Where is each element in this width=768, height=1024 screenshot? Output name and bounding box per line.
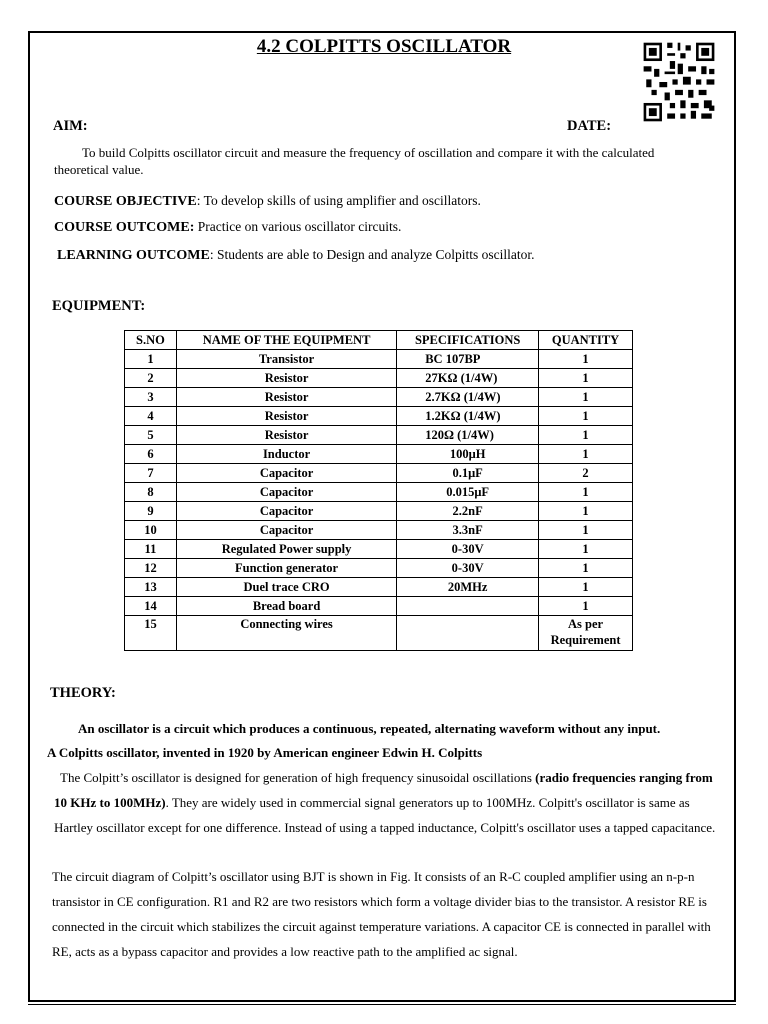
table-row — [125, 521, 633, 540]
cell-name: Capacitor — [176, 464, 396, 483]
cell-name: Bread board — [176, 597, 396, 616]
cell-sno: 6 — [125, 445, 177, 464]
equipment-table — [124, 330, 633, 651]
cell-quantity: 1 — [539, 597, 633, 616]
cell-sno: 13 — [125, 578, 177, 597]
learning-outcome-label: LEARNING OUTCOME — [57, 248, 210, 263]
theory-p3-text-b: . They are widely used in commercial signal generators up to 100MHz. Colpitt's oscillator is same as Hartley oscillator except for one difference. Instead of using a tapped inductance, Colpitt's oscillator uses a tapped capacitance. — [54, 795, 716, 835]
table-header-row — [125, 331, 633, 350]
theory-p3-bold-b: from 10 KHz to 100MHz) — [54, 770, 713, 810]
cell-sno: 9 — [125, 502, 177, 521]
cell-quantity: 1 — [539, 407, 633, 426]
cell-sno: 4 — [125, 407, 177, 426]
cell-sno: 14 — [125, 597, 177, 616]
table-row — [125, 502, 633, 521]
cell-name: Inductor — [176, 445, 396, 464]
theory-p3-text-a: The Colpitt’s oscillator is designed for generation of high frequency sinusoidal oscillations — [60, 770, 536, 785]
header-sno: S.NO — [125, 331, 177, 350]
cell-spec: 2.2nF — [397, 502, 539, 521]
cell-spec: 0.015μF — [397, 483, 539, 502]
theory-paragraph-2: A Colpitts oscillator, invented in 1920 by American engineer Edwin H. Colpitts — [47, 745, 483, 760]
cell-sno: 8 — [125, 483, 177, 502]
cell-quantity: 2 — [539, 464, 633, 483]
cell-quantity: 1 — [539, 369, 633, 388]
cell-sno: 15 — [125, 616, 177, 651]
cell-sno: 11 — [125, 540, 177, 559]
cell-spec: 0-30V — [397, 559, 539, 578]
cell-spec: 20MHz — [397, 578, 539, 597]
theory-label: THEORY: — [50, 685, 116, 701]
header-specifications: SPECIFICATIONS — [397, 331, 539, 350]
cell-name: Capacitor — [176, 521, 396, 540]
cell-quantity: 1 — [539, 350, 633, 369]
table-row — [125, 445, 633, 464]
cell-sno: 10 — [125, 521, 177, 540]
cell-name: Function generator — [176, 559, 396, 578]
cell-sno: 12 — [125, 559, 177, 578]
theory-paragraph-3 — [54, 765, 722, 840]
course-outcome-text: Practice on various oscillator circuits. — [194, 219, 402, 234]
cell-sno: 7 — [125, 464, 177, 483]
cell-sno: 5 — [125, 426, 177, 445]
header-name: NAME OF THE EQUIPMENT — [176, 331, 396, 350]
table-row — [125, 464, 633, 483]
cell-quantity: 1 — [539, 483, 633, 502]
cell-name: Connecting wires — [176, 616, 396, 651]
cell-spec: 100μH — [397, 445, 539, 464]
cell-name: Resistor — [176, 407, 396, 426]
page-title: 4.2 COLPITTS OSCILLATOR — [256, 36, 512, 57]
table-row — [125, 350, 633, 369]
learning-outcome — [57, 247, 535, 264]
course-objective-text: : To develop skills of using amplifier and oscillators. — [196, 193, 481, 208]
cell-spec: 27KΩ (1/4W) — [397, 369, 539, 388]
cell-quantity: As per Requirement — [539, 616, 633, 651]
cell-spec: 0.1μF — [397, 464, 539, 483]
cell-quantity: 1 — [539, 540, 633, 559]
header-quantity: QUANTITY — [539, 331, 633, 350]
table-row — [125, 483, 633, 502]
course-objective-label: COURSE OBJECTIVE — [54, 194, 197, 209]
cell-name: Capacitor — [176, 502, 396, 521]
cell-quantity: 1 — [539, 445, 633, 464]
cell-quantity: 1 — [539, 502, 633, 521]
cell-spec: 120Ω (1/4W) — [397, 426, 539, 445]
cell-name: Transistor — [176, 350, 396, 369]
table-row — [125, 426, 633, 445]
cell-sno: 1 — [125, 350, 177, 369]
cell-name: Duel trace CRO — [176, 578, 396, 597]
cell-spec: BC 107BP — [397, 350, 539, 369]
qr-code-icon — [641, 40, 717, 124]
aim-text-line-1: To build Colpitts oscillator circuit and measure the frequency of oscillation and compare it with the calculated — [82, 145, 655, 160]
course-objective — [54, 193, 481, 210]
equipment-label: EQUIPMENT: — [52, 298, 146, 314]
cell-name: Resistor — [176, 369, 396, 388]
cell-sno: 3 — [125, 388, 177, 407]
aim-text-line-2: theoretical value. — [54, 162, 144, 177]
aim-label: AIM: — [53, 118, 88, 134]
course-outcome — [54, 219, 401, 236]
cell-quantity: 1 — [539, 578, 633, 597]
bottom-rule — [28, 1004, 736, 1005]
cell-quantity: 1 — [539, 559, 633, 578]
cell-spec: 1.2KΩ (1/4W) — [397, 407, 539, 426]
table-row — [125, 616, 633, 651]
table-row — [125, 597, 633, 616]
table-row — [125, 559, 633, 578]
table-row — [125, 407, 633, 426]
theory-p3-bold-a: (radio frequencies ranging — [535, 770, 683, 785]
learning-outcome-text: : Students are able to Design and analyze Colpitts oscillator. — [209, 247, 535, 262]
table-row — [125, 369, 633, 388]
theory-paragraph-4: The circuit diagram of Colpitt’s oscillator using BJT is shown in Fig. It consists of an R-C coupled amplifier using an n-p-n transistor in CE configuration. R1 and R2 are two resistors which form a voltage divider bias to the transistor. A resistor RE is connected in the circuit which stabilizes the circuit against temperature variations. A capacitor CE is connected in parallel with RE, acts as a bypass capacitor and provides a low reactive path to the amplified ac signal. — [52, 869, 711, 959]
cell-quantity: 1 — [539, 426, 633, 445]
cell-sno: 2 — [125, 369, 177, 388]
cell-quantity: 1 — [539, 521, 633, 540]
cell-name: Resistor — [176, 426, 396, 445]
table-row — [125, 388, 633, 407]
cell-quantity: 1 — [539, 388, 633, 407]
cell-spec — [397, 597, 539, 616]
cell-name: Capacitor — [176, 483, 396, 502]
cell-spec — [397, 616, 539, 651]
table-row — [125, 540, 633, 559]
table-row — [125, 578, 633, 597]
theory-paragraph-1: An oscillator is a circuit which produces a continuous, repeated, alternating waveform without any input. — [78, 721, 661, 736]
date-label: DATE: — [567, 118, 612, 134]
cell-spec: 2.7KΩ (1/4W) — [397, 388, 539, 407]
cell-name: Resistor — [176, 388, 396, 407]
cell-spec: 0-30V — [397, 540, 539, 559]
cell-spec: 3.3nF — [397, 521, 539, 540]
course-outcome-label: COURSE OUTCOME: — [54, 220, 195, 235]
cell-name: Regulated Power supply — [176, 540, 396, 559]
